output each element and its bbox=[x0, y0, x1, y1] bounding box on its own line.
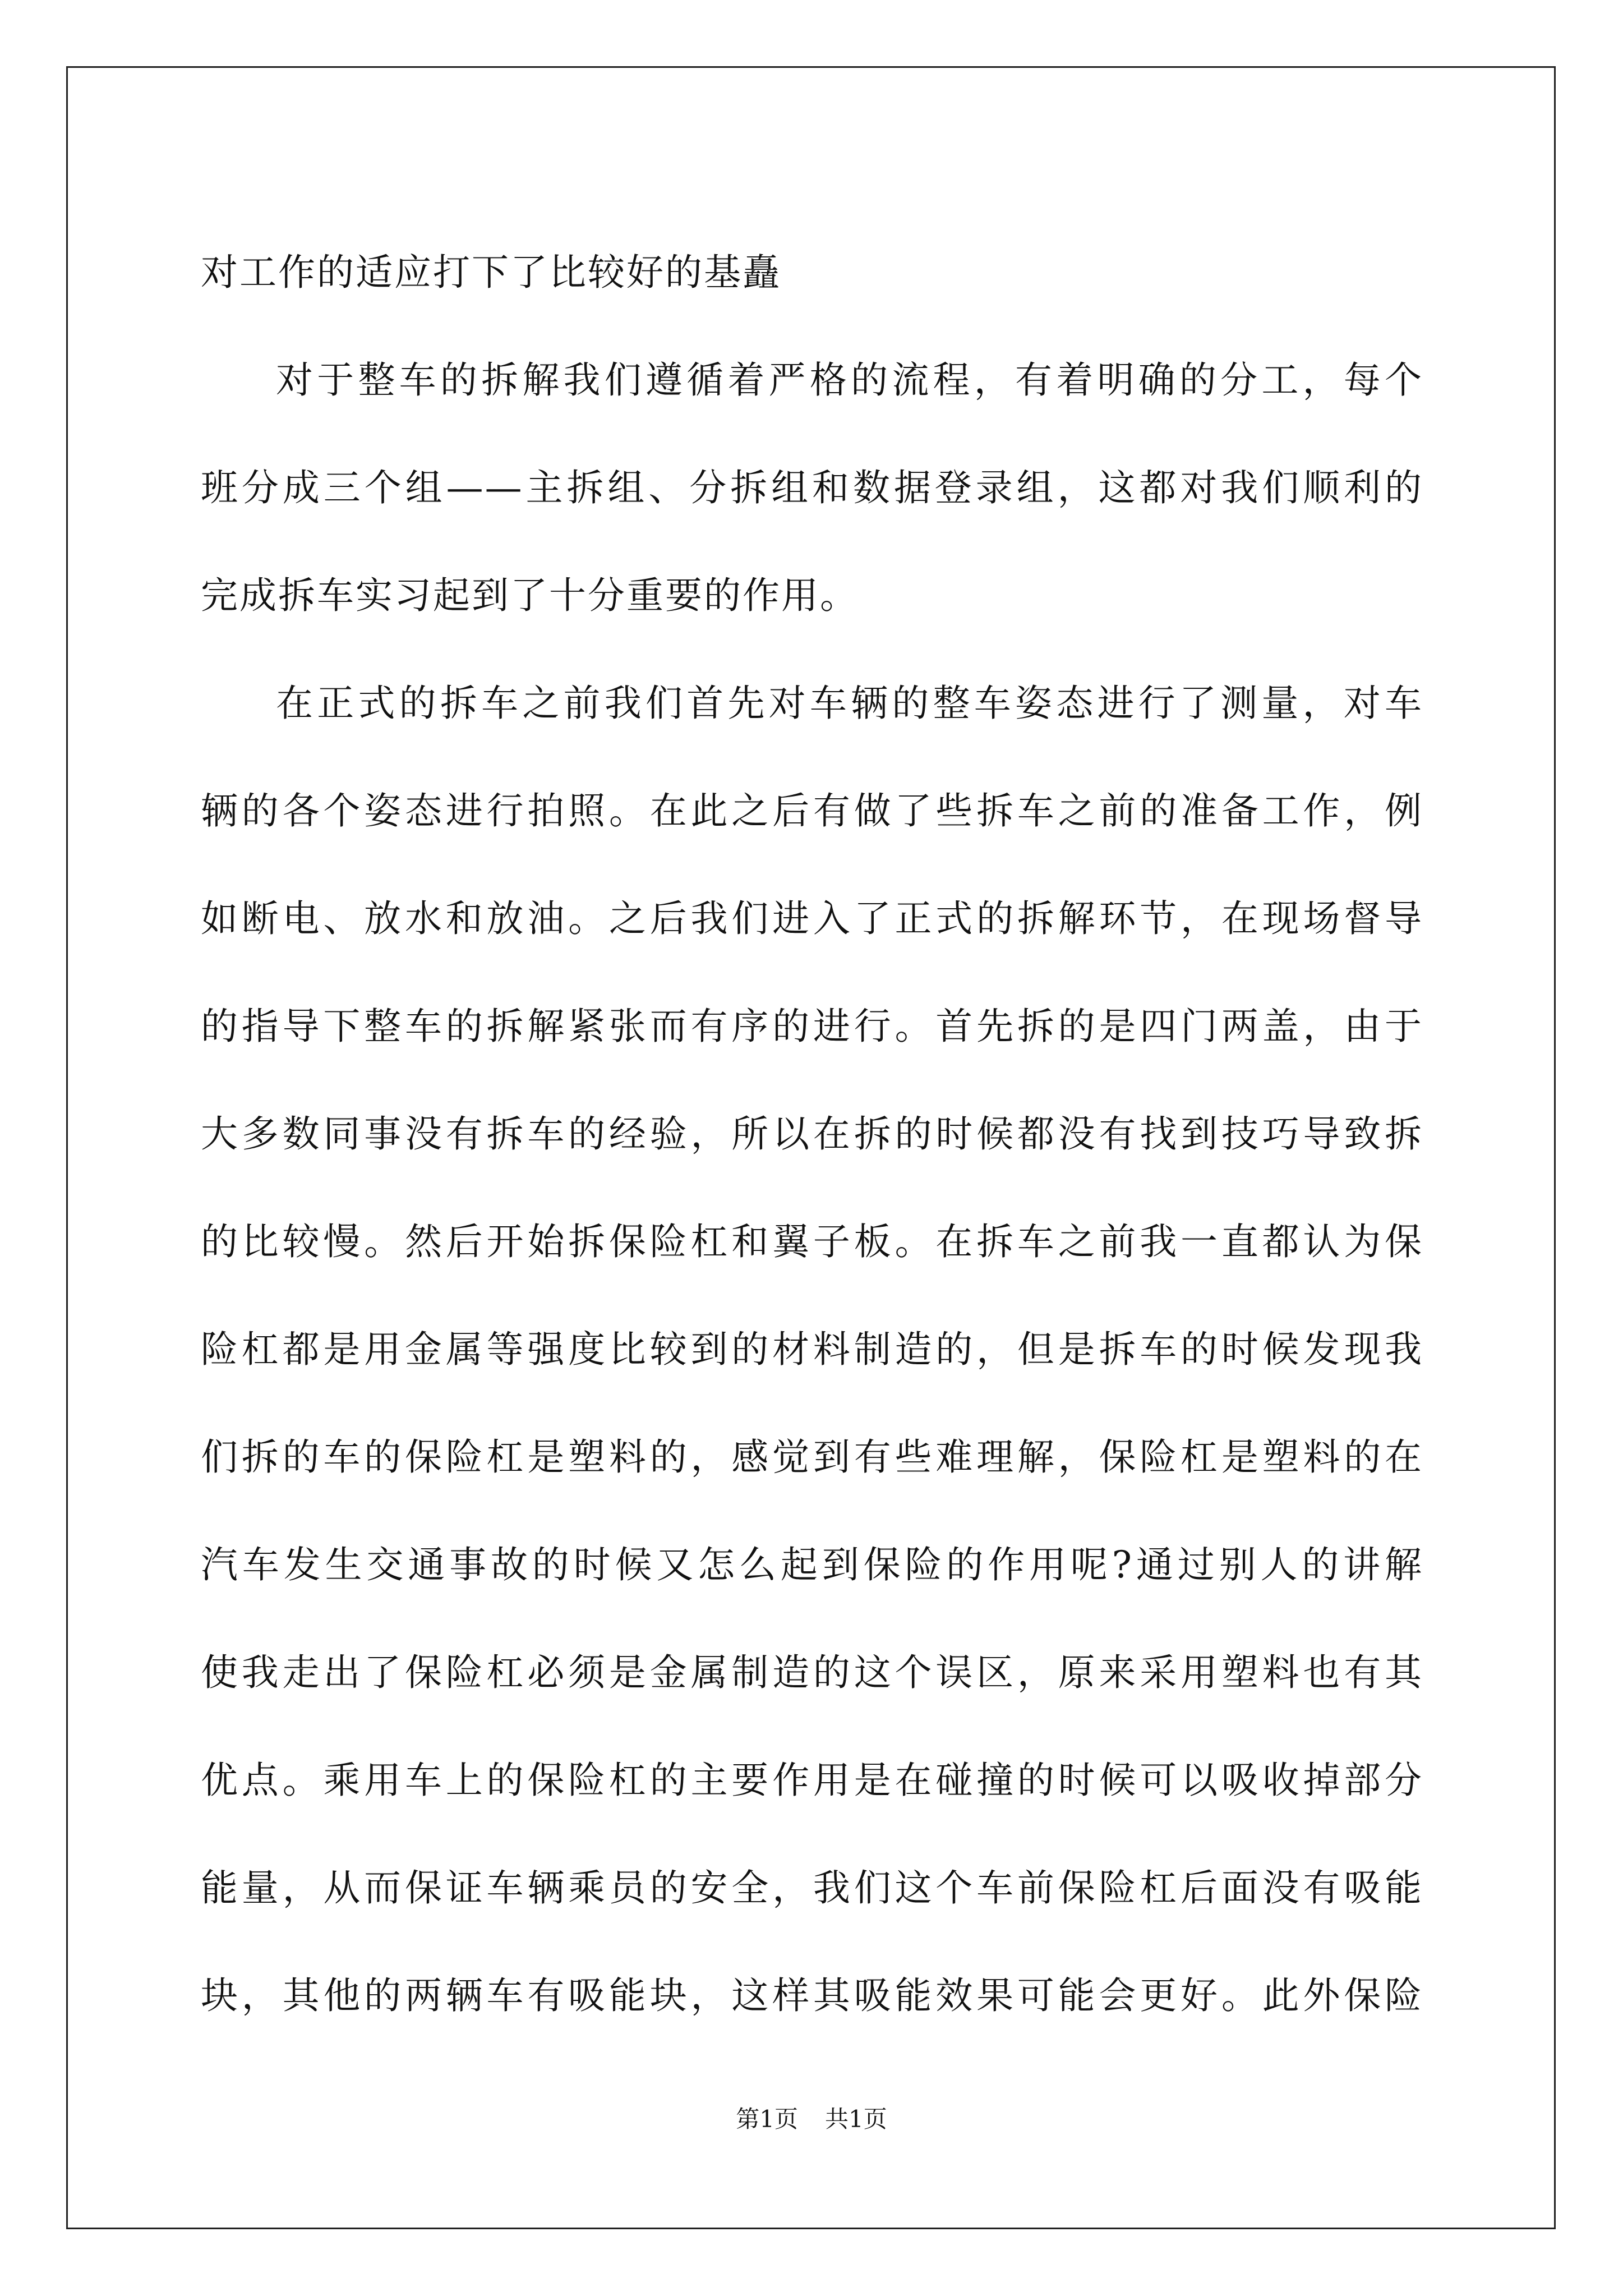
paragraph-start-line: 对于整车的拆解我们遵循着严格的流程，有着明确的分工，每个 bbox=[276, 358, 1423, 402]
page-number-current: 第1页 bbox=[736, 2105, 798, 2133]
text-line: 如断电、放水和放油。之后我们进入了正式的拆解环节，在现场督导 bbox=[201, 897, 1423, 940]
text-line: 的比较慢。然后开始拆保险杠和翼子板。在拆车之前我一直都认为保 bbox=[201, 1220, 1423, 1263]
page-footer bbox=[0, 2102, 1623, 2136]
text-line: 使我走出了保险杠必须是金属制造的这个误区，原来采用塑料也有其 bbox=[201, 1651, 1423, 1694]
text-line: 们拆的车的保险杠是塑料的，感觉到有些难理解，保险杠是塑料的在 bbox=[201, 1435, 1423, 1479]
text-line: 辆的各个姿态进行拍照。在此之后有做了些拆车之前的准备工作，例 bbox=[201, 789, 1423, 832]
text-line: 汽车发生交通事故的时候又怎么起到保险的作用呢?通过别人的讲解 bbox=[201, 1543, 1423, 1586]
text-line: 能量，从而保证车辆乘员的安全，我们这个车前保险杠后面没有吸能 bbox=[201, 1866, 1423, 1910]
text-line: 对工作的适应打下了比较好的基矗 bbox=[201, 251, 781, 294]
text-line: 完成拆车实习起到了十分重要的作用。 bbox=[201, 574, 859, 617]
text-line: 优点。乘用车上的保险杠的主要作用是在碰撞的时候可以吸收掉部分 bbox=[201, 1759, 1423, 1802]
text-line: 班分成三个组——主拆组、分拆组和数据登录组，这都对我们顺利的 bbox=[201, 466, 1423, 509]
text-line: 大多数同事没有拆车的经验，所以在拆的时候都没有找到技巧导致拆 bbox=[201, 1112, 1423, 1156]
text-line: 块，其他的两辆车有吸能块，这样其吸能效果可能会更好。此外保险 bbox=[201, 1974, 1423, 2017]
document-body bbox=[201, 219, 1423, 2050]
paragraph-start-line: 在正式的拆车之前我们首先对车辆的整车姿态进行了测量，对车 bbox=[276, 682, 1423, 725]
text-line: 险杠都是用金属等强度比较到的材料制造的，但是拆车的时候发现我 bbox=[201, 1328, 1423, 1371]
page-number-total: 共1页 bbox=[825, 2105, 887, 2133]
text-line: 的指导下整车的拆解紧张而有序的进行。首先拆的是四门两盖，由于 bbox=[201, 1005, 1423, 1048]
